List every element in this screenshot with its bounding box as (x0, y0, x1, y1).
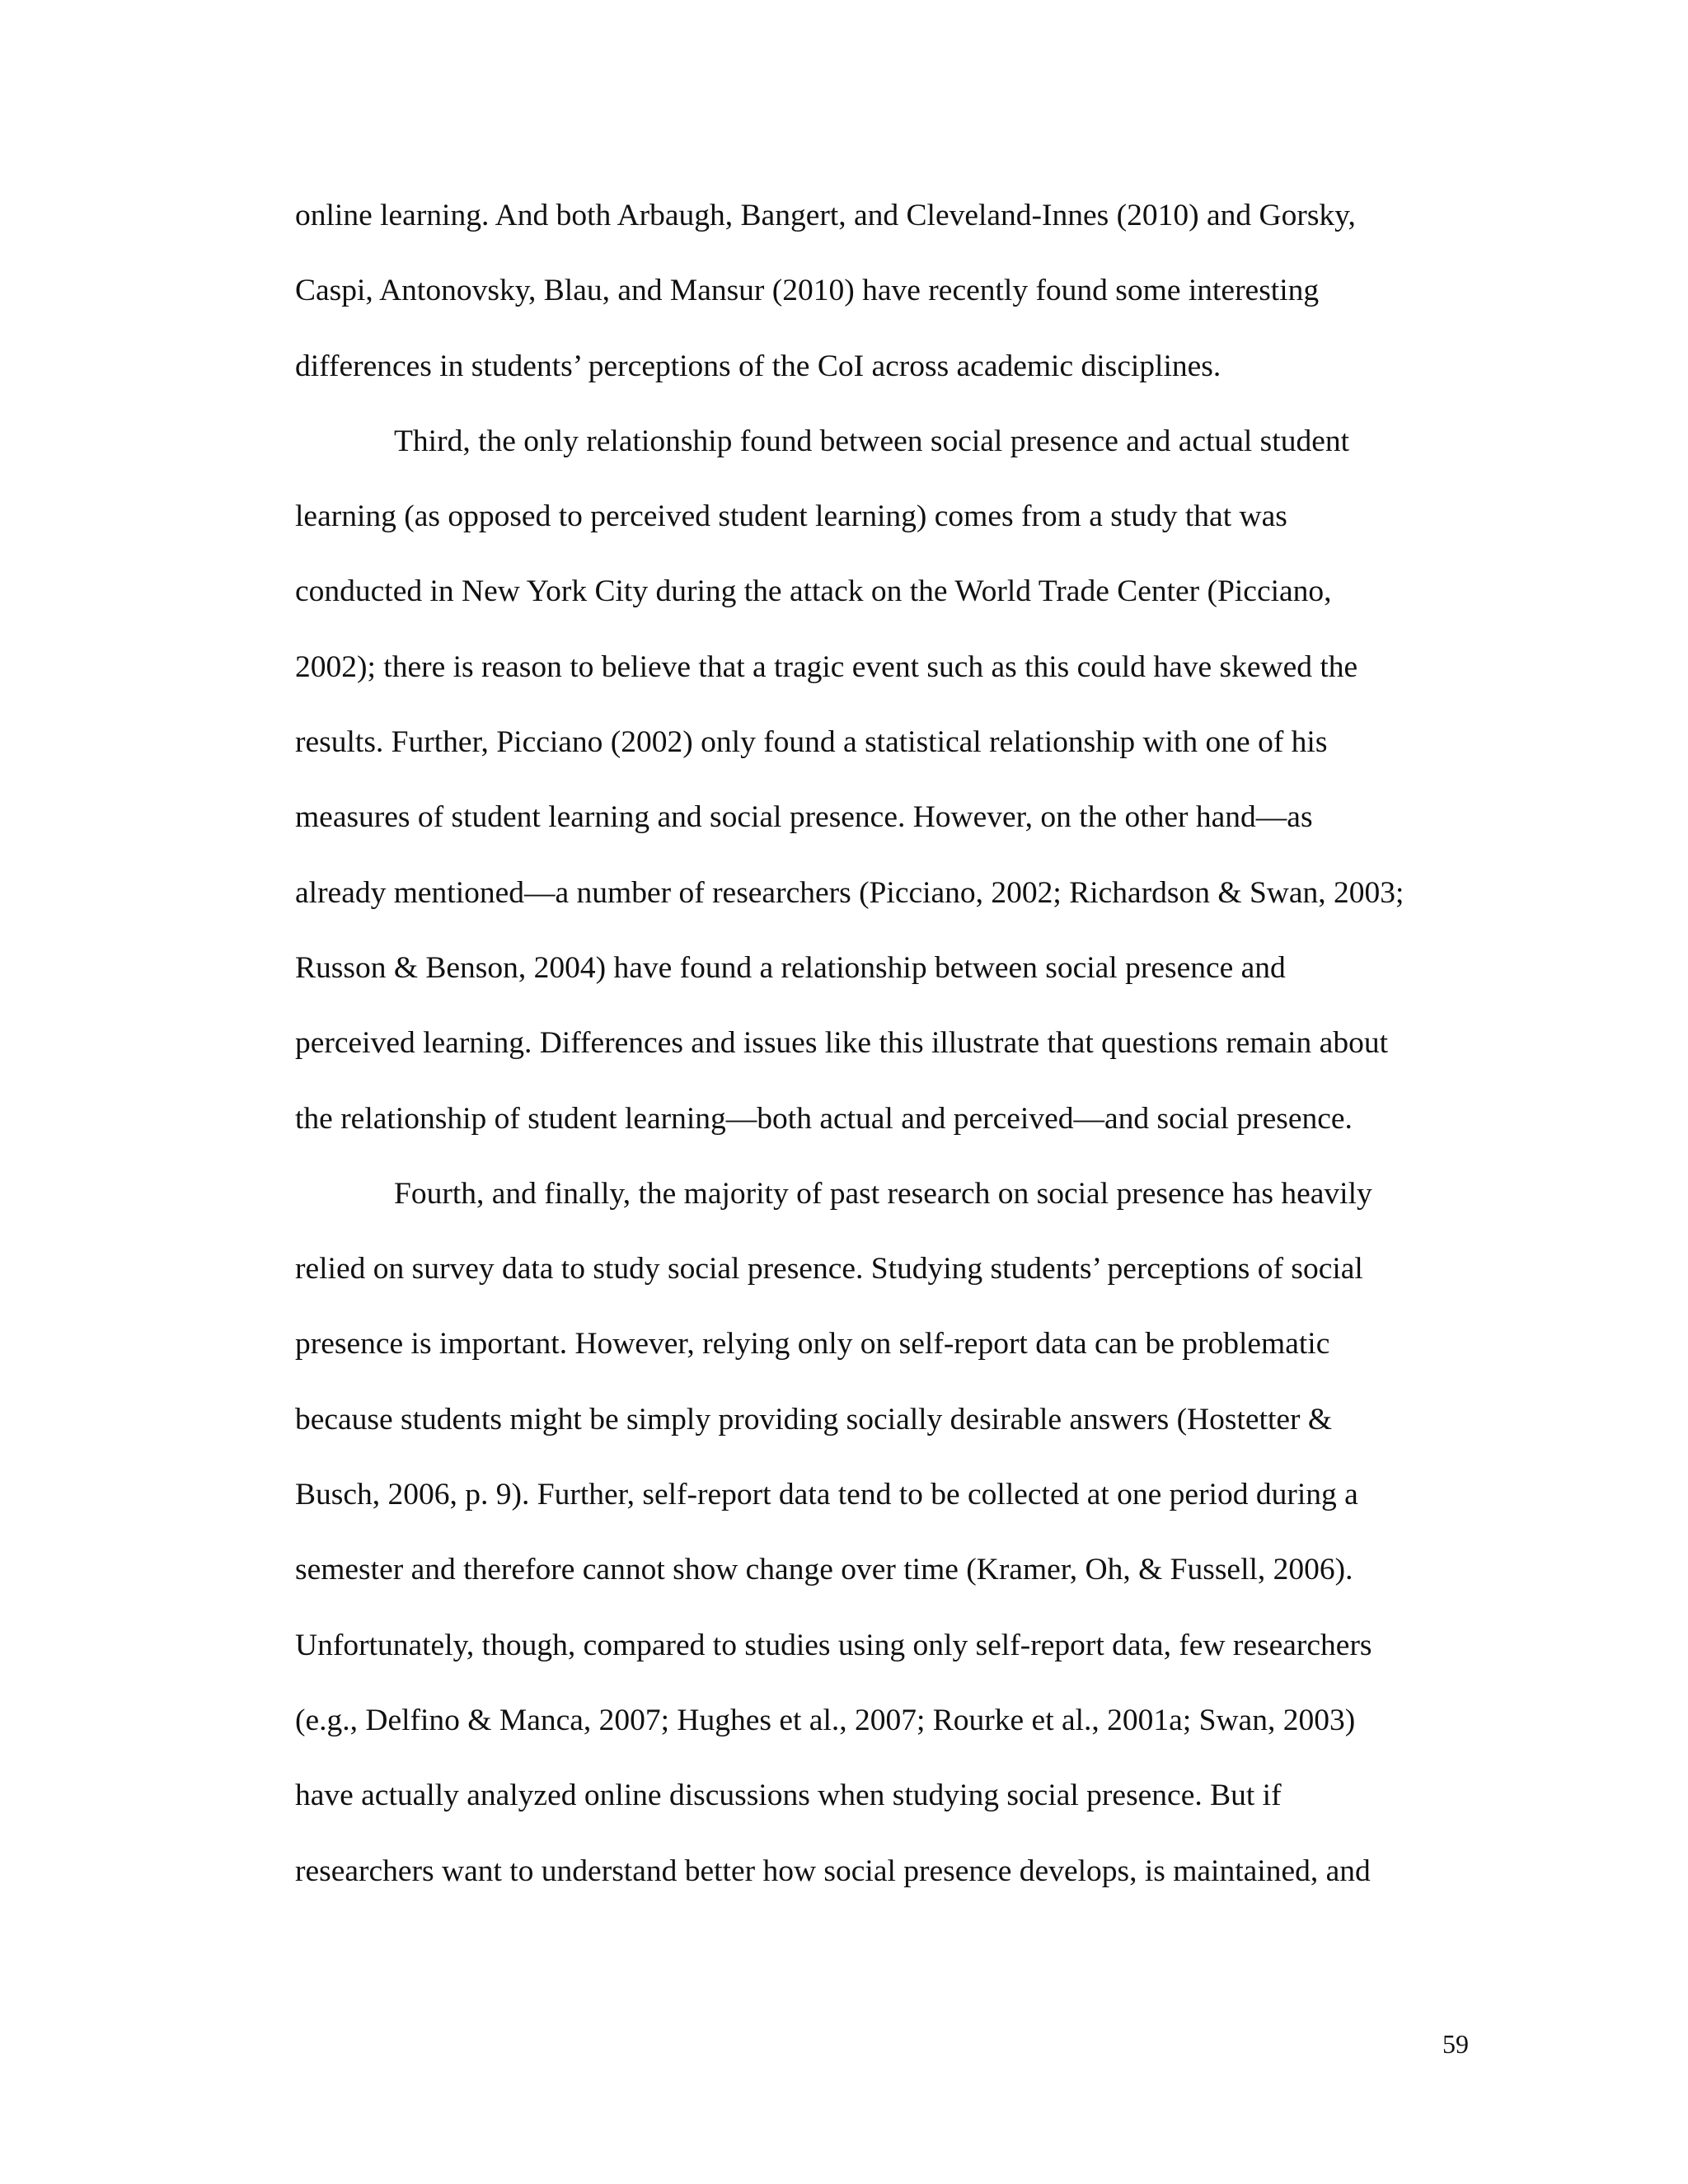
paragraph-first-line: Third, the only relationship found between social presence and actual student (394, 424, 1350, 458)
text-line: the relationship of student learning—both actual and perceived—and social presence. (295, 1101, 1353, 1136)
text-line: Caspi, Antonovsky, Blau, and Mansur (2010) have recently found some interesting (295, 274, 1320, 308)
text-line: presence is important. However, relying only on self-report data can be problematic (295, 1327, 1330, 1361)
text-line: researchers want to understand better how social presence develops, is maintained, and (295, 1854, 1371, 1888)
text-line: have actually analyzed online discussions when studying social presence. But if (295, 1779, 1282, 1813)
text-line: Russon & Benson, 2004) have found a relationship between social presence and (295, 950, 1286, 985)
text-line: learning (as opposed to perceived student learning) comes from a study that was (295, 499, 1287, 534)
text-line: results. Further, Picciano (2002) only found a statistical relationship with one of his (295, 725, 1328, 760)
text-line: semester and therefore cannot show change over time (Kramer, Oh, & Fussell, 2006). (295, 1553, 1353, 1587)
body-text (295, 188, 1482, 1919)
text-line: because students might be simply providing socially desirable answers (Hostetter & (295, 1402, 1333, 1436)
page-number: 59 (1442, 2029, 1469, 2059)
paragraph-first-line: Fourth, and finally, the majority of past research on social presence has heavily (394, 1176, 1372, 1211)
text-line: differences in students’ perceptions of the CoI across academic disciplines. (295, 349, 1221, 383)
text-line: already mentioned—a number of researchers (Picciano, 2002; Richardson & Swan, 2003; (295, 875, 1404, 910)
text-line: perceived learning. Differences and issues like this illustrate that questions remain about (295, 1026, 1388, 1061)
text-line: Busch, 2006, p. 9). Further, self-report data tend to be collected at one period during a (295, 1478, 1358, 1512)
text-line: relied on survey data to study social presence. Studying students’ perceptions of social (295, 1252, 1363, 1286)
text-line: online learning. And both Arbaugh, Bangert, and Cleveland-Innes (2010) and Gorsky, (295, 199, 1356, 232)
text-line: conducted in New York City during the attack on the World Trade Center (Picciano, (295, 574, 1332, 609)
text-line: 2002); there is reason to believe that a tragic event such as this could have skewed the (295, 649, 1358, 684)
text-line: (e.g., Delfino & Manca, 2007; Hughes et al., 2007; Rourke et al., 2001a; Swan, 2003) (295, 1703, 1356, 1737)
text-line: measures of student learning and social presence. However, on the other hand—as (295, 800, 1313, 835)
text-line: Unfortunately, though, compared to studies using only self-report data, few researchers (295, 1628, 1372, 1662)
